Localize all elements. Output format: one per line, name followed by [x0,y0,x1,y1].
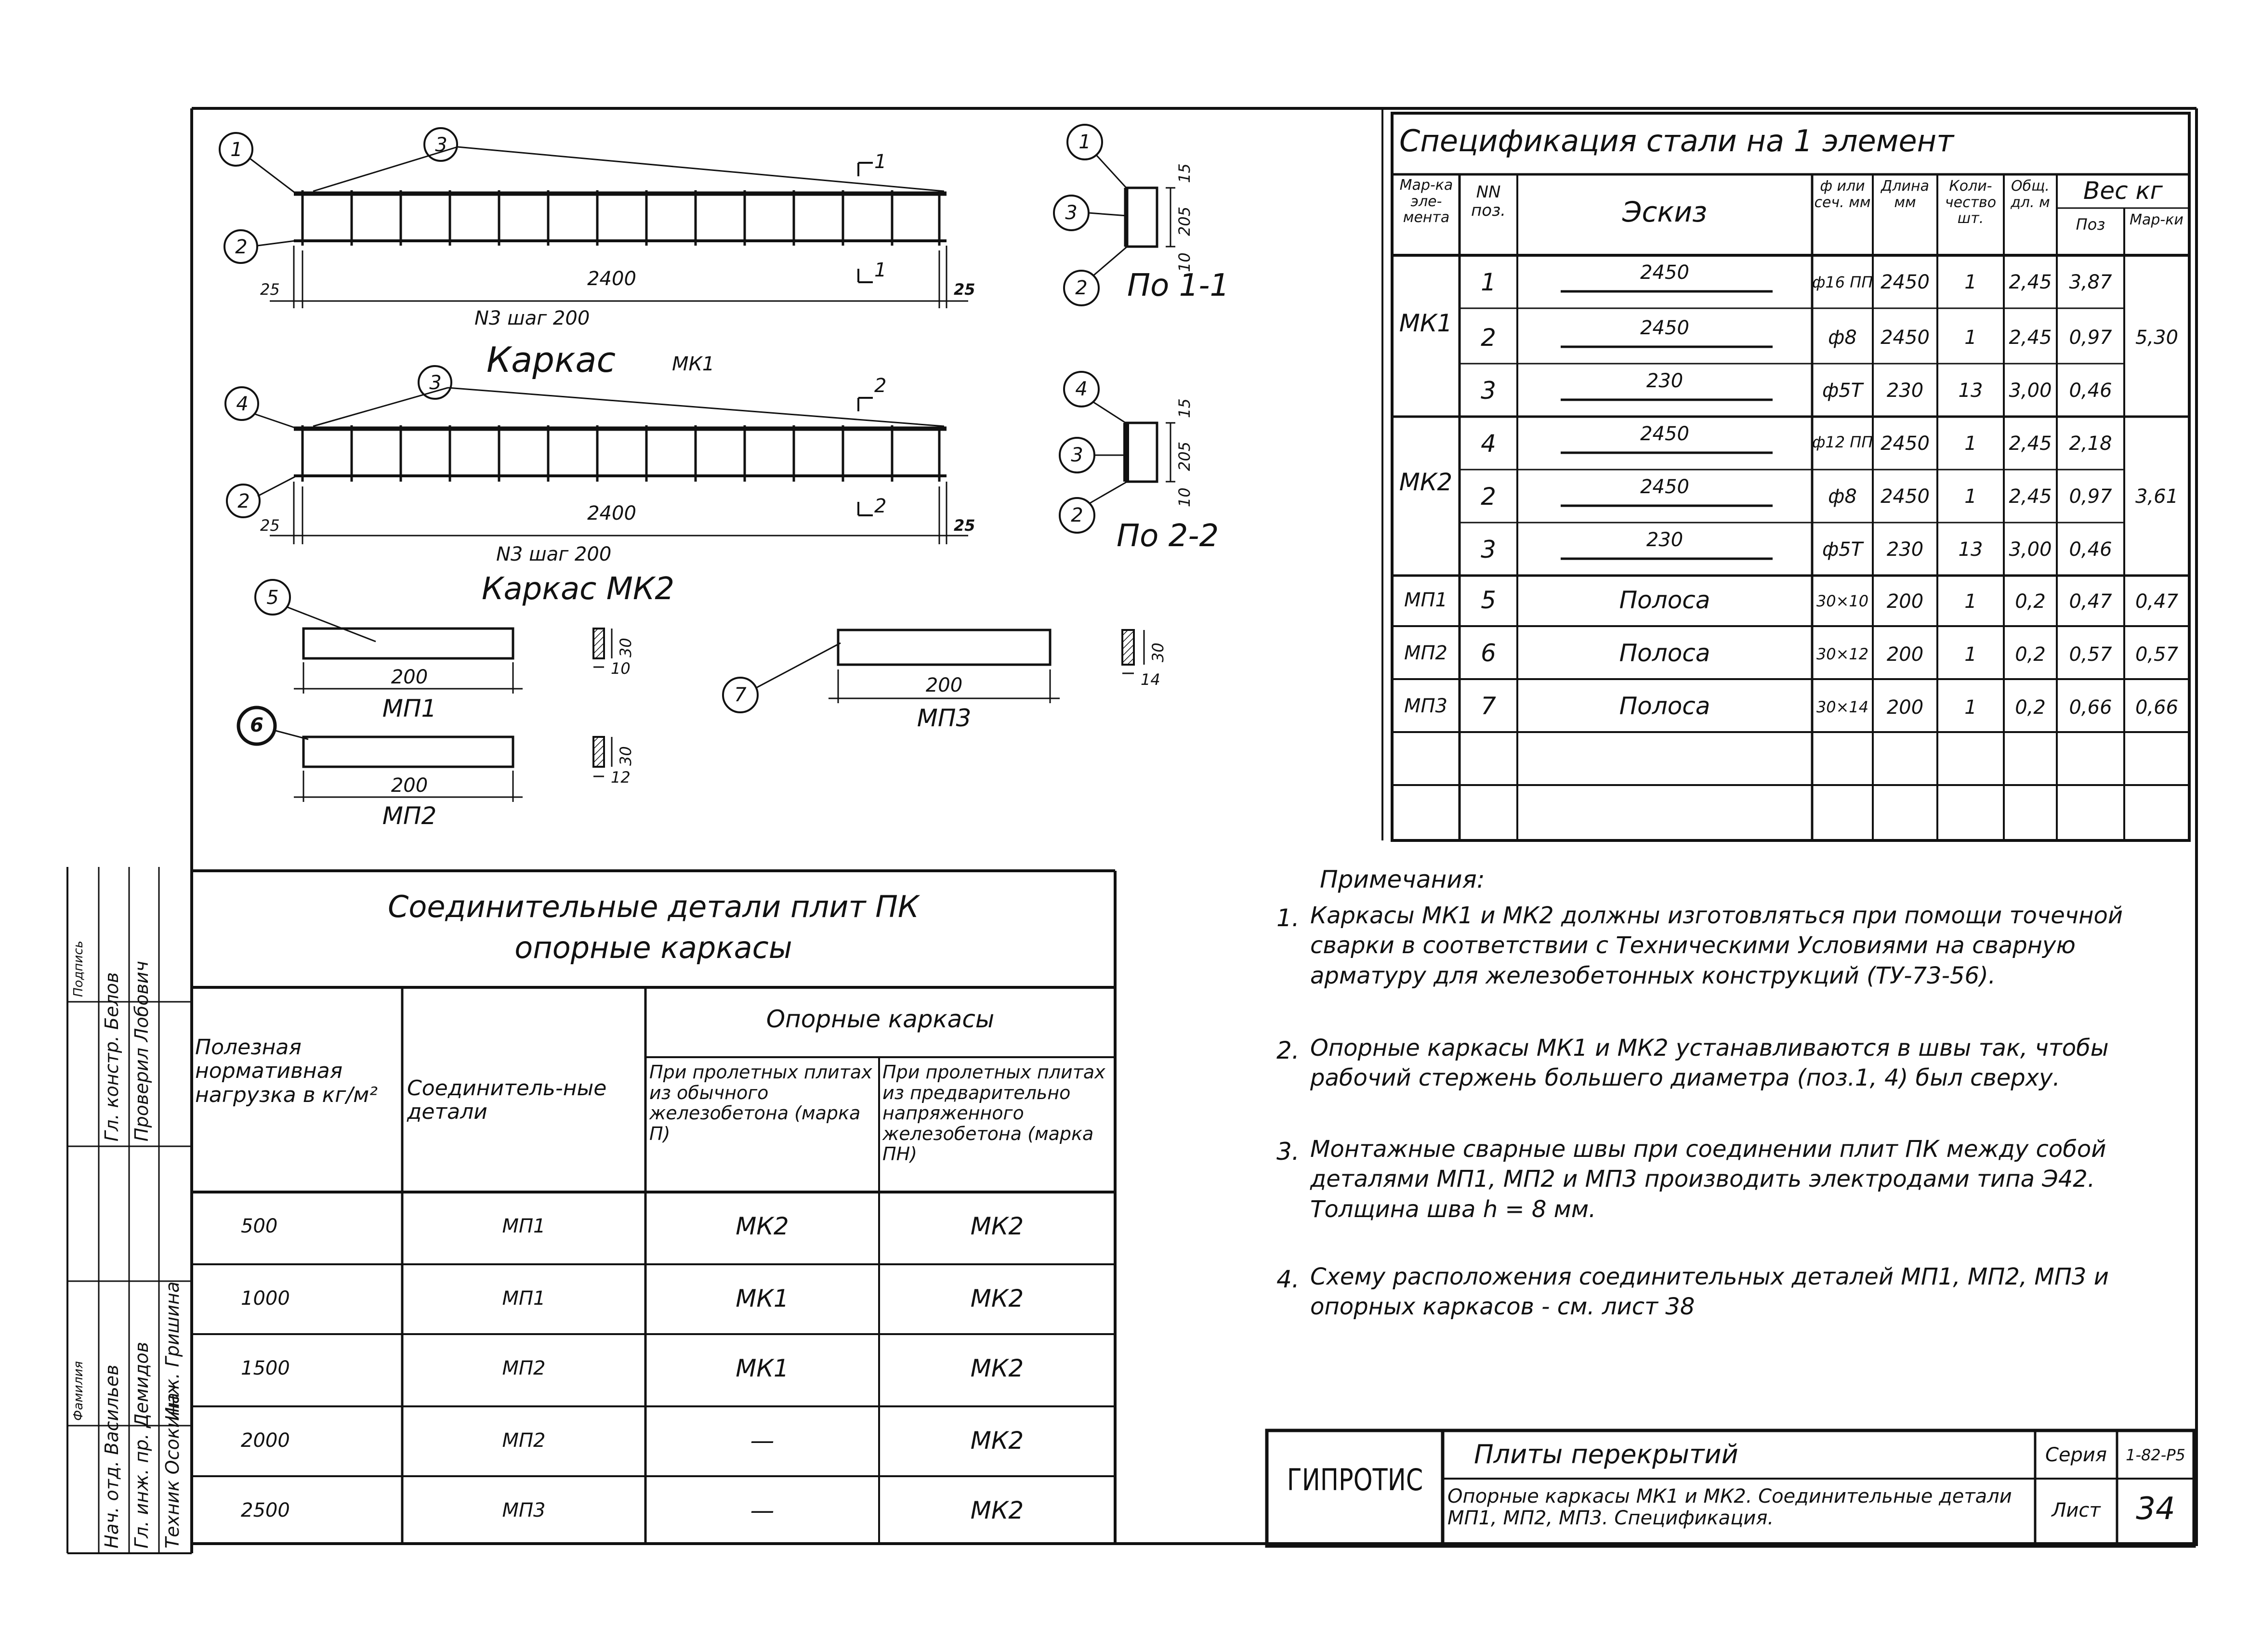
spec-cell-sketch: Полоса [1619,586,1710,614]
spec-header-weight: Вес кг [2083,177,2163,205]
spec-cell-dia: 30×10 [1816,592,1869,610]
spec-cell-sketch: 230 [1646,529,1683,551]
spec-header-sketch: Эскиз [1622,196,1707,228]
drawing-subject: Плиты перекрытий [1474,1439,1738,1469]
note-text: Схему расположения соединительных деталей МП1, МП2, МП3 и опорных каркасов - см. лист 38 [1310,1263,2109,1321]
spec-cell-mark: МП3 [1404,695,1448,717]
spec-cell-weight-mark: 0,66 [2135,696,2179,719]
section-caption: По 1-1 [1127,268,1230,303]
section-dim: 205 [1175,206,1194,236]
conn-cell-part: МП2 [502,1357,546,1379]
spec-cell-dia: ф5Т [1822,380,1863,402]
spec-cell-dia: ф12 ПП [1812,433,1873,451]
conn-title-line2: опорные каркасы [514,930,792,965]
spec-cell-length: 230 [1886,538,1924,561]
frame-title: Каркас МК2 [482,571,675,607]
sheet-label: Лист [2052,1499,2101,1521]
spec-cell-total: 0,2 [2015,590,2046,613]
conn-cell-pn: МК2 [970,1285,1024,1312]
note-number: 2. [1276,1036,1300,1064]
stamp-signature: Гл. констр. Белов [101,972,122,1141]
spec-header-dia: ф или сеч. мм [1814,178,1871,211]
spec-cell-total: 0,2 [2015,696,2046,719]
spec-cell-length: 200 [1886,590,1924,613]
spec-header-weight-mark: Мар-ки [2130,211,2183,228]
conn-cell-load: 1500 [241,1357,290,1379]
plate-dim: 30 [1149,642,1167,662]
callout-label: 2 [237,490,250,512]
spec-cell-qty: 13 [1958,380,1983,402]
spec-cell-qty: 1 [1964,271,1977,293]
conn-cell-load: 2500 [241,1499,290,1521]
spec-cell-pos: 4 [1481,430,1496,458]
dimension-text: 25 [260,516,280,535]
note-number: 1. [1276,904,1300,932]
spec-cell-sketch: Полоса [1619,639,1710,667]
series-label: Серия [2045,1444,2107,1466]
spec-cell-qty: 1 [1964,590,1977,613]
spec-cell-dia: ф16 ПП [1812,273,1873,291]
spec-cell-pos: 6 [1481,639,1496,667]
callout-label: 4 [1075,378,1088,400]
note-number: 4. [1276,1265,1300,1293]
callout-label: 3 [429,372,442,394]
conn-header-pn: При пролетных плитах из предварительно напряженного железобетона (марка ПН) [882,1062,1105,1165]
spec-cell-length: 2450 [1881,485,1930,508]
plate-name: МП1 [382,695,437,722]
stamp-signature: Гл. инж. пр. Демидов [131,1341,152,1548]
spec-cell-weight-mark: 0,57 [2135,643,2179,666]
spec-cell-qty: 1 [1964,696,1977,719]
conn-cell-p: — [750,1496,775,1524]
spec-cell-qty: 1 [1964,485,1977,508]
spec-cell-sketch: 230 [1646,370,1683,392]
spec-cell-weight: 3,87 [2069,271,2112,293]
spec-cell-pos: 2 [1481,324,1496,352]
pitch-note: N3 шаг 200 [496,543,612,565]
spec-cell-sketch: Полоса [1619,692,1710,720]
spec-cell-total: 3,00 [2009,380,2052,402]
spec-cell-qty: 13 [1958,538,1983,561]
section-caption: По 2-2 [1117,518,1219,554]
section-mark-label: 1 [874,151,887,173]
spec-cell-dia: ф8 [1828,327,1857,349]
spec-cell-dia: ф5Т [1822,538,1863,561]
spec-cell-weight: 0,97 [2069,485,2112,508]
spec-cell-total: 2,45 [2009,485,2052,508]
callout-label: 2 [1071,504,1083,526]
spec-header-pos: NN поз. [1471,183,1506,221]
note-text: Опорные каркасы МК1 и МК2 устанавливаются в швы так, чтобы рабочий стержень большего диаметра (поз.1, 4) был сверху. [1310,1035,2109,1092]
spec-cell-length: 2450 [1881,433,1930,455]
spec-header-total: Общ. дл. м [2011,178,2050,211]
conn-header-p: При пролетных плитах из обычного железобетона (марка П) [649,1062,872,1144]
plate-name: МП2 [382,802,437,830]
dimension-text: 25 [260,280,280,299]
section-mark-label: 2 [874,495,887,517]
spec-cell-pos: 1 [1481,268,1496,296]
spec-cell-pos: 3 [1481,536,1496,564]
stamp-signature: Инж. Гришина [162,1281,183,1421]
spec-cell-total: 2,45 [2009,433,2052,455]
section-mark-label: 1 [874,259,887,281]
spec-group-mark: МК1 [1399,309,1453,337]
drawing-description: Опорные каркасы МК1 и МК2. Соединительные детали МП1, МП2, МП3. Спецификация. [1447,1485,2012,1529]
stamp-signature: Техник Осокина [162,1392,183,1548]
plate-dim: 14 [1141,670,1160,689]
conn-cell-part: МП2 [502,1429,546,1452]
callout-label: 4 [236,393,249,415]
spec-cell-mark: МП2 [1404,642,1448,664]
spec-cell-total: 0,2 [2015,643,2046,666]
conn-cell-part: МП1 [502,1215,546,1237]
spec-cell-total: 2,45 [2009,271,2052,293]
spec-cell-pos: 5 [1481,586,1496,614]
spec-cell-length: 2450 [1881,271,1930,293]
notes-heading: Примечания: [1320,865,1485,893]
pitch-note: N3 шаг 200 [474,307,590,329]
stamp-signature: Нач. отд. Васильев [101,1364,122,1548]
spec-cell-sketch: 2450 [1640,476,1689,498]
spec-cell-total: 3,00 [2009,538,2052,561]
conn-cell-p: МК2 [736,1212,789,1240]
spec-cell-mark: МП1 [1404,589,1448,611]
section-dim: 15 [1175,163,1194,183]
spec-cell-weight: 0,46 [2069,380,2112,402]
conn-cell-part: МП1 [502,1287,546,1310]
callout-label: 1 [1078,131,1091,153]
org-name: ГИПРОТИС [1287,1462,1423,1497]
spec-cell-dia: 30×12 [1816,645,1869,663]
stamp-col-title: Подпись [71,941,86,997]
spec-header-qty: Коли-чество шт. [1945,178,1997,227]
spec-cell-weight: 0,57 [2069,643,2112,666]
spec-cell-sketch: 2450 [1640,262,1689,284]
spec-cell-total: 2,45 [2009,327,2052,349]
section-dim: 10 [1175,252,1194,272]
dimension-text: 25 [954,280,975,299]
plate-dim: 12 [611,768,631,787]
spec-cell-length: 200 [1886,643,1924,666]
spec-group-weight: 3,61 [2135,485,2179,508]
note-number: 3. [1276,1138,1300,1166]
spec-header-mark: Мар-ка эле-мента [1399,177,1453,226]
callout-label: 3 [1071,444,1083,466]
section-dim: 205 [1175,441,1194,471]
frame-mark: МК1 [672,353,715,375]
spec-cell-length: 2450 [1881,327,1930,349]
plate-dim: 30 [617,746,635,766]
section-dim: 15 [1175,398,1194,418]
stamp-signature: Проверил Лобович [131,961,152,1141]
conn-cell-pn: МК2 [970,1496,1024,1524]
conn-cell-load: 500 [241,1215,278,1237]
dimension-text: 200 [391,666,428,688]
callout-label: 3 [1065,202,1078,224]
dimension-text: 25 [954,516,975,535]
conn-header-frames: Опорные каркасы [766,1005,995,1033]
conn-cell-p: МК1 [736,1285,789,1312]
spec-header-weight-pos: Поз [2076,215,2105,234]
spec-cell-weight: 0,47 [2069,590,2112,613]
spec-cell-qty: 1 [1964,643,1977,666]
spec-cell-pos: 7 [1481,692,1496,720]
spec-cell-length: 200 [1886,696,1924,719]
frame-title: Каркас [487,340,616,380]
plate-dim: 10 [611,659,631,678]
stamp-col-title: Фамилия [71,1361,86,1421]
spec-cell-dia: 30×14 [1816,698,1869,716]
series-value: 1-82-Р5 [2126,1446,2185,1464]
callout-label: 2 [235,236,248,258]
note-text: Монтажные сварные швы при соединении плит ПК между собой деталями МП1, МП2 и МП3 производить электродами типа Э42. Толщина шва h = 8 мм. [1310,1136,2106,1223]
conn-cell-p: МК1 [736,1354,789,1382]
plate-name: МП3 [917,704,972,732]
section-dim: 10 [1175,487,1194,507]
spec-cell-weight: 0,66 [2069,696,2112,719]
spec-cell-weight-mark: 0,47 [2135,590,2179,613]
conn-cell-load: 1000 [241,1287,290,1310]
spec-cell-length: 230 [1886,380,1924,402]
dimension-text: 2400 [587,268,636,290]
spec-group-mark: МК2 [1399,468,1453,496]
callout-label: 6 [250,714,263,736]
spec-cell-weight: 2,18 [2069,433,2112,455]
conn-cell-pn: МК2 [970,1354,1024,1382]
conn-cell-pn: МК2 [970,1212,1024,1240]
spec-cell-pos: 2 [1481,483,1496,511]
conn-title-line1: Соединительные детали плит ПК [388,889,919,924]
spec-cell-dia: ф8 [1828,485,1857,508]
callout-label: 5 [266,587,279,609]
note-text: Каркасы МК1 и МК2 должны изготовляться при помощи точечной сварки в соответствии с Техническими Условиями на сварную арматуру для железобетонных конструкций (ТУ-73-56). [1310,902,2123,989]
spec-cell-sketch: 2450 [1640,317,1689,339]
conn-cell-p: — [750,1427,775,1455]
spec-group-weight: 5,30 [2135,327,2179,349]
conn-header-load: Полезная нормативная нагрузка в кг/м² [195,1035,378,1107]
spec-cell-qty: 1 [1964,433,1977,455]
spec-cell-weight: 0,97 [2069,327,2112,349]
spec-cell-weight: 0,46 [2069,538,2112,561]
plate-dim: 30 [617,638,635,657]
conn-cell-pn: МК2 [970,1427,1024,1455]
dimension-text: 200 [925,674,963,696]
callout-label: 7 [734,684,747,706]
conn-cell-part: МП3 [502,1499,546,1521]
callout-label: 2 [1075,277,1088,299]
dimension-text: 200 [391,774,428,797]
sheet-number: 34 [2136,1491,2175,1527]
spec-cell-pos: 3 [1481,377,1496,405]
spec-title: Спецификация стали на 1 элемент [1399,123,1954,158]
callout-label: 1 [230,139,243,161]
dimension-text: 2400 [587,502,636,524]
spec-header-length: Длина мм [1881,178,1930,211]
section-mark-label: 2 [874,375,887,397]
conn-cell-load: 2000 [241,1429,290,1452]
spec-cell-qty: 1 [1964,327,1977,349]
conn-header-parts: Соединитель-ные детали [407,1076,607,1125]
spec-cell-sketch: 2450 [1640,423,1689,445]
callout-label: 3 [435,134,447,156]
